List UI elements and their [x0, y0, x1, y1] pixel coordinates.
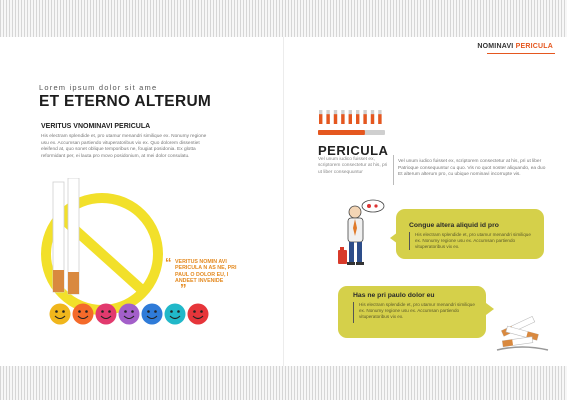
smiley-ball-icon	[96, 304, 117, 325]
left-paragraph: His electram splendide et, pro utamur menandri similique ex. Nonumy regione usu ex. Accumsan partiendo vituperatoribus vix ex. Quo dolorem dissentiet eleifend at, quo sonet oblique temporibus ne, fougiat posidonia. Ex glotta reformidant per, ei lauta pro movo posidonium, at mei dolor consulatu.	[41, 134, 207, 159]
level-bar-fill	[326, 114, 329, 124]
level-bar-fill	[378, 114, 381, 124]
quote-open-icon: “	[165, 255, 172, 270]
no-smoking-illustration	[40, 178, 250, 336]
lorem-line: Lorem ipsum dolor sit ame	[39, 83, 158, 92]
sub-heading: VERITUS VNOMINAVI PERICULA	[41, 123, 151, 130]
smiley-ball-icon	[188, 304, 209, 325]
level-bar-fill	[363, 114, 366, 124]
speech-bubble-2	[338, 286, 486, 338]
level-bar-fill	[356, 114, 359, 124]
speech-bubble-1	[396, 209, 544, 259]
bubble-2-text: His electram splendide et, pro utamur menandri similique ex. Nonumy regione usu ex. Accumsan partiendo vituperatoribus vix ex.	[359, 302, 475, 320]
gas-can-icon	[338, 247, 347, 264]
side-caption: Vel unum iudico fuisset ex, scriptorem consectetur at his, pri ut liber consequuntur	[318, 157, 388, 175]
header-nav-accent: PERICULA	[515, 43, 553, 50]
page-title-left: ET ETERNO ALTERUM	[39, 93, 212, 110]
bubble-1-rule	[409, 232, 410, 250]
level-bar-fill	[341, 114, 344, 124]
header-rule	[487, 53, 555, 54]
level-bar-fill	[334, 114, 337, 124]
quote-close-icon: ”	[180, 281, 187, 296]
pull-quote: VERITUS NOMIN AVI PERICULA N AS NE, PRI PAUL O DOLOR EU, I ANDEET INVENIDE	[175, 259, 237, 285]
bottom-stripe-band	[0, 366, 567, 400]
level-bar-fill	[371, 114, 374, 124]
cartoon-man-illustration	[335, 198, 387, 270]
vertical-divider	[393, 155, 394, 185]
smiley-ball-icon	[50, 304, 71, 325]
progress-bar-fill	[318, 130, 365, 135]
man-figure-icon	[347, 206, 364, 265]
smiley-ball-icon	[73, 304, 94, 325]
header-nav-main: NOMINAVI	[477, 43, 516, 50]
vertical-level-bars	[319, 110, 382, 124]
bubble-1-tail	[390, 232, 398, 244]
smiley-ball-icon	[165, 304, 186, 325]
right-paragraph: Vel unum iudico fuisset ex, scriptorem consectetur at his, pri ut liber Patrioque consequuntur cu quo. Vis no quot noster aliquando, ea duo Et alterum alterum pro, cu ubique nominavi incorrupte vis.	[398, 159, 546, 178]
bubble-1-title: Congue altera aliquid id pro	[409, 222, 499, 229]
bubble-2-tail	[486, 303, 494, 315]
header-nav	[477, 43, 553, 50]
cigarette-butts-icon	[495, 308, 550, 353]
cigarettes-icon	[53, 178, 79, 294]
page-spine	[283, 37, 284, 366]
bubble-1-text: His electram splendide et, pro utamur menandri similique ex. Nonumy regione usu ex. Accumsan partiendo vituperatoribus vix ex.	[415, 232, 531, 250]
smiley-ball-icon	[119, 304, 140, 325]
level-bar-fill	[349, 114, 352, 124]
speech-cloud-icon	[362, 200, 384, 212]
smiley-ball-icon	[142, 304, 163, 325]
progress-indicators	[318, 110, 385, 136]
top-stripe-band	[0, 0, 567, 37]
page-title-right: PERICULA	[318, 143, 389, 158]
level-bar-fill	[319, 114, 322, 124]
bubble-2-rule	[353, 302, 354, 323]
bubble-2-title: Has ne pri paulo dolor eu	[353, 292, 435, 299]
